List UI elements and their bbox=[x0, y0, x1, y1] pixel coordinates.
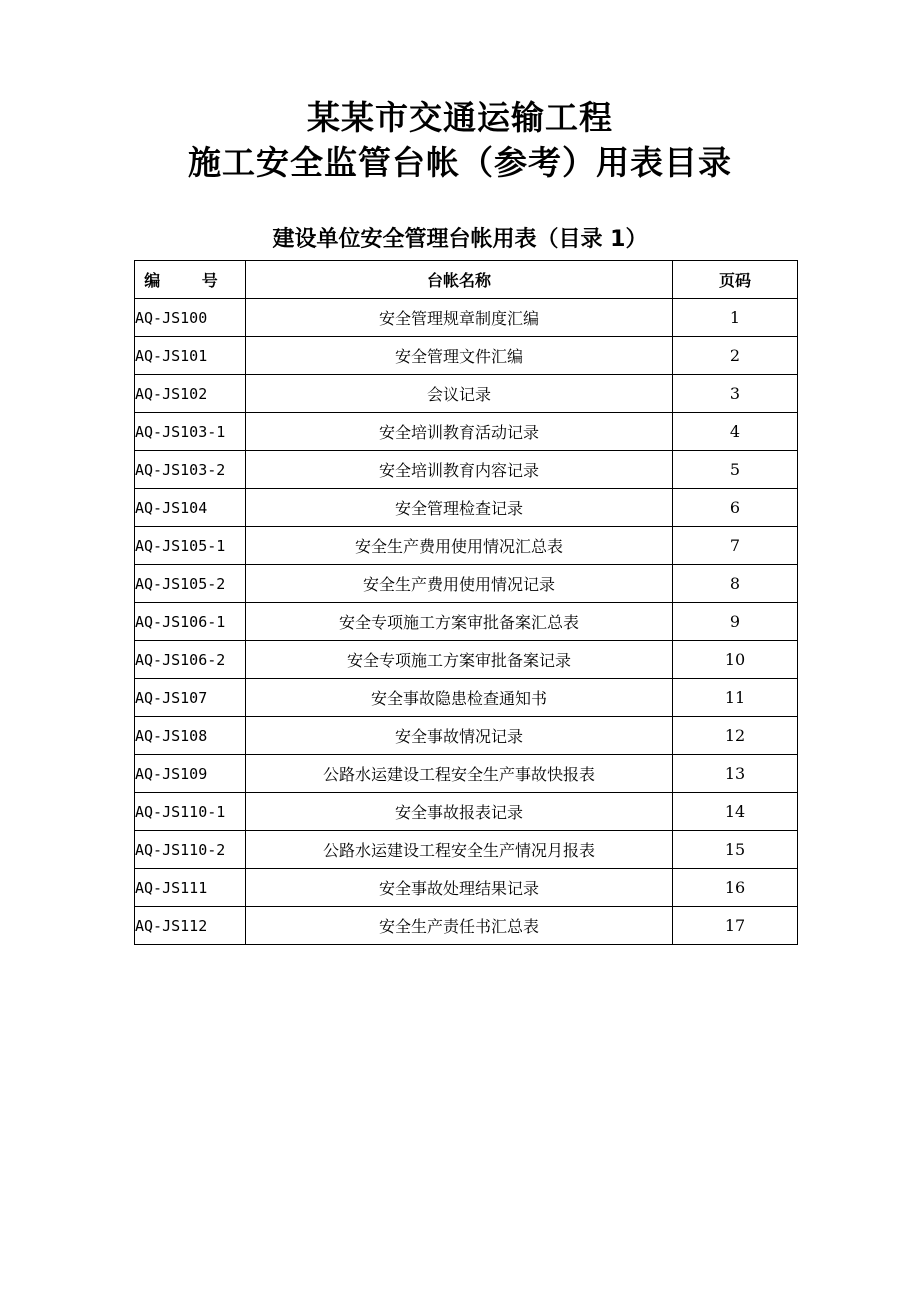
row-code: AQ-JS105-1 bbox=[135, 527, 246, 565]
row-name: 会议记录 bbox=[246, 375, 673, 413]
row-code: AQ-JS108 bbox=[135, 717, 246, 755]
row-code: AQ-JS107 bbox=[135, 679, 246, 717]
row-name: 安全管理检查记录 bbox=[246, 489, 673, 527]
table-row bbox=[135, 451, 798, 489]
row-name: 安全管理文件汇编 bbox=[246, 337, 673, 375]
row-code: AQ-JS110-1 bbox=[135, 793, 246, 831]
row-code: AQ-JS102 bbox=[135, 375, 246, 413]
row-page: 7 bbox=[673, 527, 798, 565]
table-row bbox=[135, 299, 798, 337]
header-code bbox=[135, 261, 246, 299]
row-page: 9 bbox=[673, 603, 798, 641]
row-name: 安全事故隐患检查通知书 bbox=[246, 679, 673, 717]
row-code: AQ-JS109 bbox=[135, 755, 246, 793]
row-name: 安全培训教育内容记录 bbox=[246, 451, 673, 489]
row-page: 15 bbox=[673, 831, 798, 869]
table-body bbox=[135, 299, 798, 945]
row-code: AQ-JS103-2 bbox=[135, 451, 246, 489]
row-code: AQ-JS101 bbox=[135, 337, 246, 375]
row-name: 安全生产责任书汇总表 bbox=[246, 907, 673, 945]
table-row bbox=[135, 565, 798, 603]
section-title: 建设单位安全管理台帐用表（目录 1） bbox=[272, 227, 648, 252]
document-title-line-1: 某某市交通运输工程 bbox=[307, 98, 613, 137]
row-name: 安全事故报表记录 bbox=[246, 793, 673, 831]
table-row bbox=[135, 869, 798, 907]
row-page: 12 bbox=[673, 717, 798, 755]
row-name: 安全专项施工方案审批备案记录 bbox=[246, 641, 673, 679]
row-page: 16 bbox=[673, 869, 798, 907]
table-row bbox=[135, 831, 798, 869]
row-page: 10 bbox=[673, 641, 798, 679]
row-code: AQ-JS112 bbox=[135, 907, 246, 945]
table-row bbox=[135, 413, 798, 451]
table-row bbox=[135, 603, 798, 641]
table-row bbox=[135, 755, 798, 793]
row-code: AQ-JS111 bbox=[135, 869, 246, 907]
row-page: 13 bbox=[673, 755, 798, 793]
row-name: 安全专项施工方案审批备案汇总表 bbox=[246, 603, 673, 641]
header-page: 页码 bbox=[673, 261, 798, 299]
row-page: 5 bbox=[673, 451, 798, 489]
row-page: 3 bbox=[673, 375, 798, 413]
table-row bbox=[135, 679, 798, 717]
row-code: AQ-JS105-2 bbox=[135, 565, 246, 603]
table-row bbox=[135, 717, 798, 755]
table-row bbox=[135, 527, 798, 565]
row-page: 14 bbox=[673, 793, 798, 831]
table-row bbox=[135, 907, 798, 945]
row-name: 公路水运建设工程安全生产情况月报表 bbox=[246, 831, 673, 869]
row-code: AQ-JS103-1 bbox=[135, 413, 246, 451]
header-code-label: 编 号 bbox=[144, 271, 236, 290]
row-name: 安全生产费用使用情况汇总表 bbox=[246, 527, 673, 565]
row-code: AQ-JS110-2 bbox=[135, 831, 246, 869]
row-code: AQ-JS106-2 bbox=[135, 641, 246, 679]
row-name: 安全管理规章制度汇编 bbox=[246, 299, 673, 337]
row-name: 安全事故处理结果记录 bbox=[246, 869, 673, 907]
table-row bbox=[135, 489, 798, 527]
table-row bbox=[135, 641, 798, 679]
document-title-line-2: 施工安全监管台帐（参考）用表目录 bbox=[188, 143, 732, 182]
row-name: 公路水运建设工程安全生产事故快报表 bbox=[246, 755, 673, 793]
row-name: 安全培训教育活动记录 bbox=[246, 413, 673, 451]
ledger-table bbox=[134, 260, 798, 945]
row-name: 安全生产费用使用情况记录 bbox=[246, 565, 673, 603]
row-name: 安全事故情况记录 bbox=[246, 717, 673, 755]
row-page: 1 bbox=[673, 299, 798, 337]
table-row bbox=[135, 793, 798, 831]
table-header-row bbox=[135, 261, 798, 299]
row-code: AQ-JS100 bbox=[135, 299, 246, 337]
row-page: 4 bbox=[673, 413, 798, 451]
row-page: 6 bbox=[673, 489, 798, 527]
row-page: 11 bbox=[673, 679, 798, 717]
row-page: 2 bbox=[673, 337, 798, 375]
row-page: 17 bbox=[673, 907, 798, 945]
header-name: 台帐名称 bbox=[246, 261, 673, 299]
row-code: AQ-JS106-1 bbox=[135, 603, 246, 641]
row-code: AQ-JS104 bbox=[135, 489, 246, 527]
table-row bbox=[135, 375, 798, 413]
row-page: 8 bbox=[673, 565, 798, 603]
table-row bbox=[135, 337, 798, 375]
